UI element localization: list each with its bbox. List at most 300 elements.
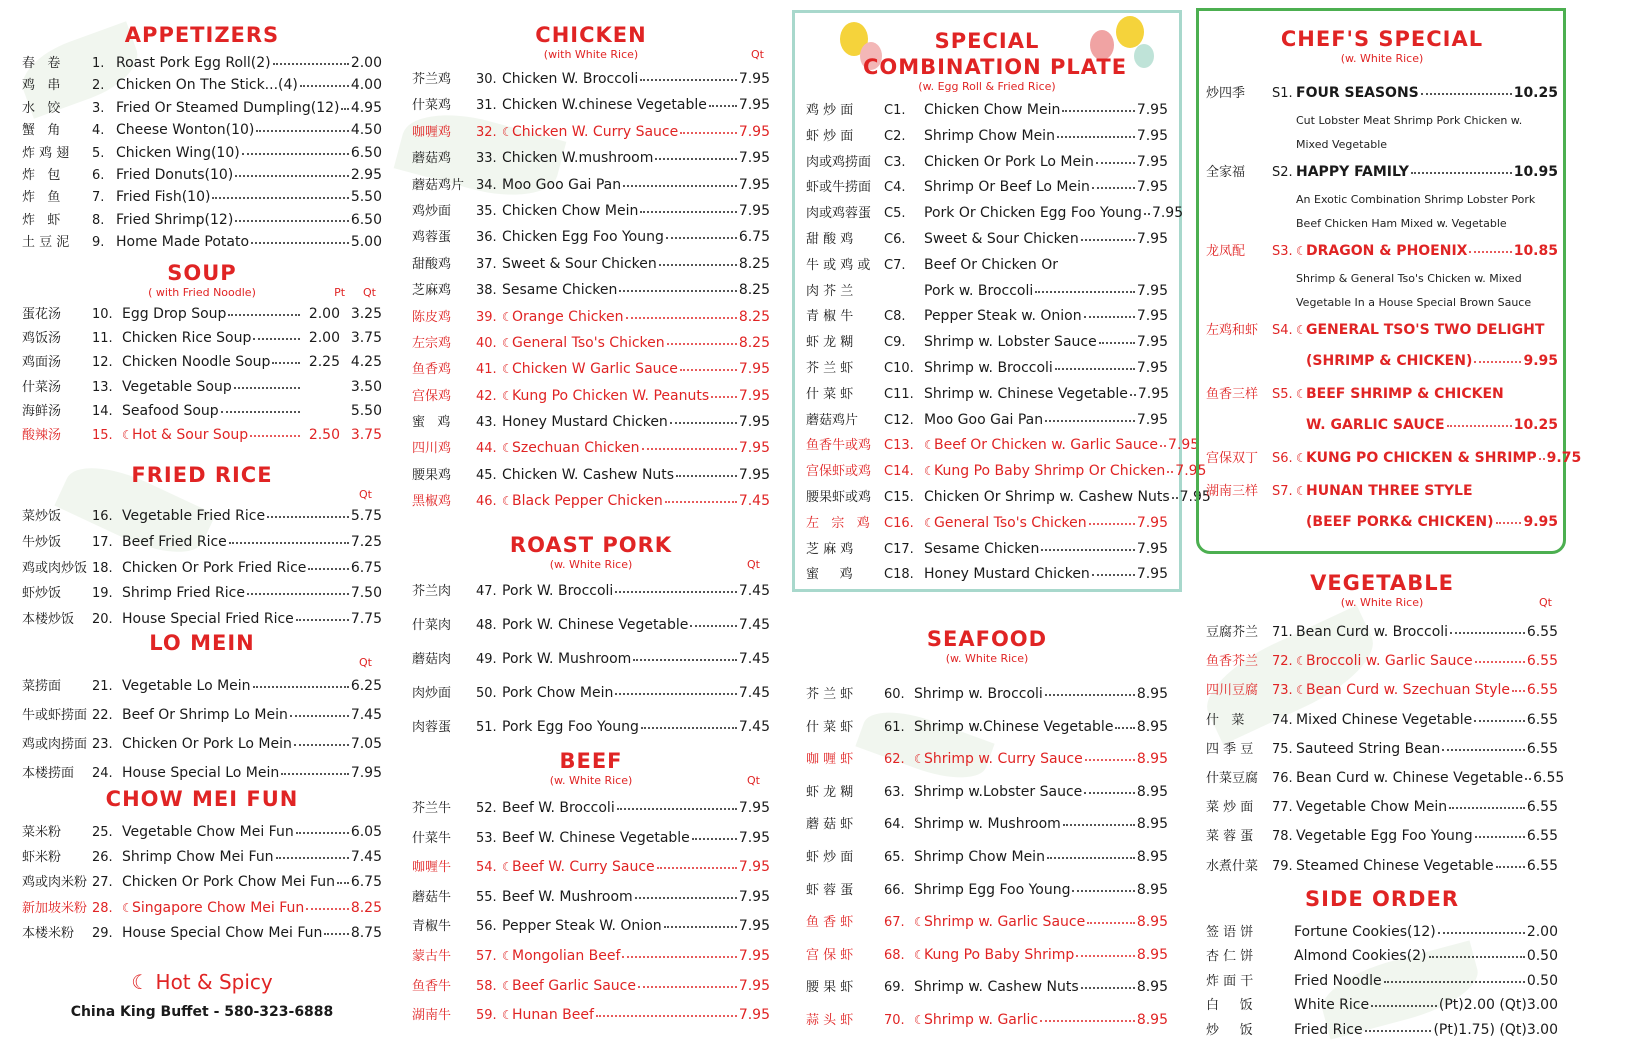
item-name: Chicken Or Pork Lo Mein — [924, 153, 1094, 170]
chili-pepper-icon: ☾ — [502, 1008, 513, 1023]
dot-leader — [666, 237, 737, 239]
item-number: 4. — [92, 123, 105, 139]
item-name: Shrimp w. Curry Sauce — [924, 751, 1083, 768]
menu-item-row — [1206, 920, 1558, 944]
chinese-name: 鸡 炒 面 — [806, 103, 854, 118]
menu-item-row — [412, 972, 770, 1002]
chinese-name: 什菜汤 — [22, 379, 62, 395]
item-price: 6.05 — [350, 824, 382, 840]
chef-special-line — [1206, 410, 1558, 441]
menu-item-row — [22, 142, 382, 164]
item-price: 8.75 — [350, 924, 382, 941]
menu-item-row — [22, 186, 382, 208]
chinese-name: 本楼米粉 — [22, 925, 75, 941]
item-price: 7.95 — [738, 1007, 770, 1024]
item-name: Almond Cookies(2) — [1294, 948, 1427, 965]
dot-leader — [619, 290, 736, 292]
chinese-name: 蛋花汤 — [22, 307, 62, 322]
dot-leader — [655, 158, 736, 160]
item-name: Fried Or Steamed Dumpling(12) — [116, 99, 340, 116]
section-title: CHOW MEI FUN — [105, 787, 299, 811]
item-price: 7.95 — [738, 150, 770, 167]
section-subtitle: (w. White Rice) — [945, 652, 1029, 665]
menu-item-row — [22, 74, 382, 96]
item-name: Chicken Or Shrimp w. Cashew Nuts — [924, 488, 1170, 505]
chinese-name: 肉蓉蛋 — [412, 720, 452, 735]
chef-special-item — [1206, 78, 1558, 157]
chinese-name: 蘑 菇 虾 — [806, 817, 854, 833]
item-name: Shrimp w.Lobster Sauce — [914, 783, 1083, 800]
item-price: 7.95 — [1136, 127, 1168, 144]
hot-spicy-legend — [22, 970, 382, 994]
menu-item-row — [22, 530, 382, 556]
menu-item-row — [412, 356, 770, 382]
item-name: House Special Lo Mein — [122, 765, 280, 781]
chili-pepper-icon: ☾ — [502, 948, 513, 963]
item-number: 72. — [1272, 654, 1293, 670]
chinese-name: 牛 或 鸡 或 — [806, 257, 871, 273]
pint-price: 2.50 — [308, 426, 340, 443]
item-name: KUNG PO CHICKEN & SHRIMP — [1306, 450, 1537, 466]
item-price: 7.95 — [1136, 308, 1168, 325]
dot-leader — [1450, 632, 1525, 634]
chinese-name: 芥兰肉 — [412, 584, 452, 599]
menu-item-row — [22, 896, 382, 921]
menu-item-row — [806, 562, 1168, 588]
menu-item-row — [806, 485, 1211, 511]
chinese-name: 酸辣汤 — [22, 427, 62, 443]
dot-leader — [622, 956, 736, 958]
item-name: Beef W. Mushroom — [502, 888, 633, 905]
item-price: 7.95 — [1136, 102, 1168, 118]
pt-column-label: Pt — [334, 286, 346, 299]
item-number: 34. — [476, 177, 497, 193]
item-price: 0.50 — [1526, 972, 1558, 989]
item-price: 7.45 — [350, 707, 382, 723]
menu-item-row — [806, 776, 1168, 809]
item-name: Vegetable Chow Mein — [1296, 799, 1448, 816]
chili-pepper-icon: ☾ — [1296, 451, 1307, 465]
dot-leader — [642, 448, 737, 450]
dot-leader — [273, 63, 349, 65]
menu-item-row — [412, 145, 770, 171]
item-price: 7.95 — [1179, 488, 1211, 505]
menu-item-row — [412, 277, 770, 303]
menu-item-row — [412, 409, 770, 435]
section-subtitle: (with White Rice) — [543, 48, 639, 61]
chinese-name: 青椒牛 — [412, 919, 452, 935]
item-number: S5. — [1272, 387, 1293, 402]
item-price: (Pt)1.75) (Qt)3.00 — [1433, 1021, 1558, 1038]
menu-item-row — [806, 971, 1168, 1004]
item-name: Pork W. Chinese Vegetable — [502, 617, 689, 633]
chili-pepper-icon: ☾ — [1296, 244, 1307, 258]
item-number: 26. — [92, 850, 113, 866]
item-number: 21. — [92, 679, 113, 694]
chinese-name: 菜捞面 — [22, 679, 62, 694]
item-price: 5.00 — [350, 234, 382, 251]
item-price: 7.75 — [350, 611, 382, 628]
item-number: C5. — [884, 206, 906, 222]
item-name: Shrimp Chow Mei Fun — [122, 849, 274, 866]
item-number: 79. — [1272, 858, 1293, 874]
dot-leader — [692, 838, 737, 840]
item-name: W. GARLIC SAUCE — [1306, 417, 1445, 433]
chinese-name: 新加坡米粉 — [22, 900, 88, 916]
menu-item-row — [806, 433, 1200, 459]
item-price: 7.95 — [1168, 437, 1200, 454]
chinese-name: 鱼 香 虾 — [806, 915, 854, 931]
menu-item-row — [1206, 944, 1558, 968]
chinese-name: 左 宗 鸡 — [806, 515, 870, 531]
item-price: 7.95 — [1136, 411, 1168, 428]
item-number: 10. — [92, 307, 113, 322]
chinese-name: 什 菜 — [1206, 712, 1245, 728]
chinese-name: 蘑菇鸡 — [412, 151, 452, 167]
item-price: 0.50 — [1526, 948, 1558, 965]
item-number: 24. — [92, 766, 113, 781]
item-number: 67. — [884, 915, 905, 931]
item-number: C14. — [884, 464, 914, 480]
item-name: Orange Chicken — [512, 308, 624, 325]
item-number: 7. — [92, 190, 105, 206]
menu-item-row — [412, 883, 770, 913]
menu-item-row — [22, 730, 382, 759]
chinese-name: 四 季 豆 — [1206, 741, 1254, 757]
dot-leader — [1062, 110, 1134, 112]
menu-item-row — [22, 97, 382, 119]
item-name: Shrimp w.Chinese Vegetable — [914, 718, 1114, 735]
chinese-name: 鸡炒面 — [412, 203, 452, 219]
menu-item-row — [412, 383, 770, 409]
item-name: Shrimp w. Garlic Sauce — [924, 914, 1086, 931]
dot-leader — [1045, 420, 1135, 422]
item-number: S7. — [1272, 484, 1293, 499]
item-name: Sesame Chicken — [502, 282, 618, 299]
item-name: Hunan Beef — [512, 1007, 594, 1024]
dot-leader — [670, 422, 737, 424]
item-price: 7.95 — [738, 71, 770, 87]
menu-item-row — [1206, 618, 1558, 647]
item-number: 47. — [476, 584, 497, 599]
chef-special-line — [1206, 476, 1558, 507]
item-number: 1. — [92, 56, 105, 71]
menu-item-row — [806, 743, 1168, 776]
dot-leader — [1371, 1005, 1437, 1007]
item-name: Fried Shrimp(12) — [116, 211, 234, 228]
chinese-name: 鱼香鸡 — [412, 362, 452, 378]
item-number: 39. — [476, 309, 497, 325]
chinese-name: 本楼炒饭 — [22, 612, 75, 628]
dot-leader — [1160, 445, 1166, 447]
menu-item-row — [412, 642, 770, 676]
item-number: 56. — [476, 919, 497, 935]
section-title-line-1: SPECIAL — [934, 29, 1040, 53]
item-name: Singapore Chow Mei Fun — [132, 899, 305, 916]
menu-item-row — [412, 435, 770, 461]
item-price: 7.95 — [1136, 566, 1168, 583]
dot-leader — [638, 986, 737, 988]
item-name: Steamed Chinese Vegetable — [1296, 857, 1494, 874]
menu-item-row — [412, 198, 770, 224]
dot-leader — [640, 79, 737, 81]
menu-item-row — [806, 408, 1168, 434]
chinese-name: 炸 鸡 翅 — [22, 145, 70, 161]
dot-leader — [1084, 792, 1135, 794]
chili-pepper-icon: ☾ — [1296, 484, 1307, 498]
dot-leader — [228, 314, 300, 316]
item-price: 6.55 — [1526, 857, 1558, 874]
item-name: Vegetable Chow Mei Fun — [122, 824, 294, 840]
dot-leader — [623, 185, 737, 187]
item-number: C16. — [884, 515, 914, 531]
menu-item-row — [22, 399, 382, 423]
dot-leader — [1063, 824, 1135, 826]
dot-leader — [1442, 749, 1525, 751]
item-number: 60. — [884, 687, 905, 702]
chef-special-item — [1206, 476, 1558, 538]
dot-leader — [341, 108, 348, 110]
item-name: Honey Mustard Chicken — [924, 566, 1090, 583]
item-number: 78. — [1272, 829, 1293, 845]
chef-special-item — [1206, 379, 1558, 441]
menu-item-row — [412, 824, 770, 854]
chili-pepper-icon: ☾ — [502, 494, 513, 509]
item-number: 31. — [476, 98, 497, 114]
chili-pepper-icon: ☾ — [1296, 683, 1307, 698]
item-name: Kung Po Chicken W. Peanuts — [512, 387, 710, 404]
chinese-name: 鱼香芥兰 — [1206, 654, 1259, 670]
chinese-name: 肉炒面 — [412, 686, 452, 701]
item-price: 7.95 — [738, 947, 770, 964]
restaurant-phone: China King Buffet - 580-323-6888 — [70, 1004, 334, 1020]
item-number: C7. — [884, 257, 906, 273]
section-subtitle-row — [22, 286, 382, 302]
dot-leader — [615, 591, 737, 593]
item-name: Roast Pork Egg Roll(2) — [116, 55, 271, 71]
menu-item-row — [806, 304, 1168, 330]
dot-leader — [1474, 720, 1525, 722]
menu-item-row — [806, 201, 1184, 227]
item-price: 10.25 — [1513, 85, 1558, 101]
chinese-name: 四川豆腐 — [1206, 683, 1259, 699]
menu-item-row — [22, 672, 382, 701]
item-price: 7.45 — [738, 651, 770, 667]
menu-item-row — [412, 1001, 770, 1031]
section-title: FRIED RICE — [131, 463, 273, 487]
chinese-name: 鸡饭汤 — [22, 331, 62, 347]
dot-leader — [324, 933, 348, 935]
item-name: General Tso's Chicken — [512, 334, 665, 351]
dot-leader — [665, 501, 737, 503]
item-number: C13. — [884, 438, 914, 454]
item-number: 22. — [92, 708, 113, 723]
chinese-name: 虾 蓉 蛋 — [806, 882, 854, 898]
dot-leader — [235, 175, 349, 177]
item-number: C18. — [884, 567, 914, 583]
chefs-special-section — [1206, 26, 1582, 540]
item-name: Sweet & Sour Chicken — [502, 255, 657, 272]
item-price: 8.95 — [1136, 718, 1168, 735]
chili-pepper-icon: ☾ — [924, 515, 935, 530]
item-price: 6.50 — [350, 211, 382, 228]
item-description: An Exotic Combination Shrimp Lobster Pork — [1296, 193, 1536, 206]
dot-leader — [1411, 172, 1512, 174]
menu-item-row — [22, 921, 382, 946]
chef-special-line — [1206, 236, 1558, 267]
dot-leader — [212, 197, 348, 199]
item-number: 51. — [476, 720, 497, 735]
item-number: C17. — [884, 541, 914, 557]
menu-item-row — [1206, 852, 1558, 881]
item-price: 7.95 — [738, 440, 770, 457]
chinese-name: 青 椒 牛 — [806, 309, 854, 325]
menu-item-row — [412, 92, 770, 118]
chinese-name: 芝 麻 鸡 — [806, 541, 854, 557]
dot-leader — [276, 857, 349, 859]
item-name: BEEF SHRIMP & CHICKEN — [1306, 386, 1504, 402]
chinese-name: 菜炒饭 — [22, 509, 62, 524]
item-name: Pork Egg Foo Young — [502, 719, 639, 735]
chinese-name: 蘑菇牛 — [412, 889, 452, 905]
item-price: 8.95 — [1136, 979, 1168, 996]
item-name: Beef W. Chinese Vegetable — [502, 829, 690, 846]
item-name: House Special Chow Mei Fun — [122, 924, 323, 941]
section-subtitle: (w. White Rice) — [549, 558, 633, 571]
item-number: 36. — [476, 230, 497, 246]
menu-item-row — [806, 841, 1168, 874]
item-price: 8.25 — [738, 255, 770, 272]
quart-price: 3.50 — [350, 378, 382, 395]
dot-leader — [234, 387, 300, 389]
menu-item-row — [1206, 676, 1558, 705]
item-price: 6.75 — [738, 229, 770, 246]
menu-item-row — [806, 678, 1168, 711]
chinese-name: 虾 龙 糊 — [806, 784, 854, 800]
menu-item-row — [412, 330, 770, 356]
item-name: General Tso's Chicken — [934, 514, 1087, 531]
dot-leader — [1469, 251, 1511, 253]
chili-pepper-icon: ☾ — [502, 388, 513, 403]
chinese-name: 甜 酸 鸡 — [806, 231, 854, 247]
item-name: Shrimp w. Mushroom — [914, 816, 1061, 833]
dot-leader — [229, 542, 349, 544]
chinese-name: 蜜 鸡 — [412, 415, 451, 431]
section-title: BEEF — [559, 749, 623, 773]
chinese-name: 什菜鸡 — [412, 98, 452, 114]
item-price: 10.85 — [1513, 243, 1558, 259]
chinese-name: 炸 鱼 — [22, 190, 61, 206]
item-description: Mixed Vegetable — [1296, 138, 1388, 151]
qt-column-label: Qt — [363, 286, 376, 299]
item-price: 8.95 — [1136, 783, 1168, 800]
dot-leader — [667, 343, 737, 345]
section-title: SOUP — [167, 261, 237, 285]
item-name: Vegetable Fried Rice — [122, 508, 266, 524]
chef-special-line — [1206, 507, 1558, 538]
item-price: 9.75 — [1546, 450, 1582, 466]
chef-special-line — [1206, 346, 1558, 377]
soup-section — [22, 260, 382, 447]
item-price: 7.95 — [1136, 230, 1168, 247]
item-number: C9. — [884, 335, 906, 351]
item-number: 58. — [476, 978, 497, 994]
item-price: 8.25 — [738, 334, 770, 351]
dot-leader — [1055, 368, 1135, 370]
chinese-name: 水 饺 — [22, 100, 61, 116]
dot-leader — [1076, 955, 1135, 957]
item-name: Vegetable Soup — [122, 378, 232, 395]
menu-item-row — [22, 375, 382, 399]
item-number: 65. — [884, 849, 905, 865]
item-number: 23. — [92, 737, 113, 752]
menu-item-row — [412, 912, 770, 942]
dot-leader — [1525, 778, 1531, 780]
chinese-name: 什 菜 虾 — [806, 386, 854, 402]
dot-leader — [690, 625, 736, 627]
chinese-name: 杏 仁 饼 — [1206, 949, 1254, 965]
qt-column-label: Qt — [751, 48, 764, 61]
menu-item-row — [806, 279, 1168, 305]
qt-column-label: Qt — [747, 774, 760, 787]
item-number: 37. — [476, 256, 497, 272]
item-number: 55. — [476, 889, 497, 905]
menu-item-row — [806, 175, 1168, 201]
dot-leader — [626, 317, 737, 319]
menu-column-3 — [806, 0, 1211, 1056]
chinese-name: 炒四季 — [1206, 86, 1246, 101]
item-number: 6. — [92, 167, 105, 183]
menu-item-row — [22, 119, 382, 141]
dot-leader — [1096, 162, 1135, 164]
item-number: C4. — [884, 180, 906, 196]
item-price: 6.55 — [1533, 769, 1565, 786]
section-title: SEAFOOD — [926, 627, 1048, 651]
item-number: 66. — [884, 882, 905, 898]
item-price: 8.95 — [1136, 816, 1168, 833]
item-number: C8. — [884, 309, 906, 325]
item-name: Chicken Wing(10) — [116, 144, 240, 161]
chinese-name: 腰果鸡 — [412, 467, 452, 483]
item-price: 7.95 — [738, 859, 770, 876]
chili-pepper-icon: ☾ — [502, 335, 513, 350]
menu-item-row — [1206, 764, 1565, 793]
item-number: 44. — [476, 441, 497, 457]
chinese-name: 咖 喱 虾 — [806, 752, 854, 768]
menu-item-row — [22, 581, 382, 607]
item-name: Shrimp Chow Mein — [914, 848, 1045, 865]
item-price: 7.95 — [738, 466, 770, 483]
chef-special-item — [1206, 315, 1558, 377]
dot-leader — [617, 808, 737, 810]
item-price: 7.45 — [738, 719, 770, 735]
item-price: 7.95 — [1136, 282, 1168, 299]
item-number: C3. — [884, 154, 906, 170]
item-price: 7.95 — [738, 97, 770, 114]
item-number: 8. — [92, 212, 105, 228]
item-name: Broccoli w. Garlic Sauce — [1306, 653, 1473, 670]
menu-item-row — [22, 701, 382, 730]
item-price: 8.95 — [1136, 751, 1168, 768]
item-number: 15. — [92, 427, 113, 443]
chinese-name: 牛炒饭 — [22, 534, 62, 550]
quart-price: 3.25 — [350, 306, 382, 322]
menu-item-row — [22, 164, 382, 186]
chinese-name: 蘑菇鸡片 — [412, 177, 465, 193]
dot-leader — [641, 727, 737, 729]
item-number: 14. — [92, 403, 113, 419]
item-name: Pepper Steak W. Onion — [502, 918, 662, 935]
